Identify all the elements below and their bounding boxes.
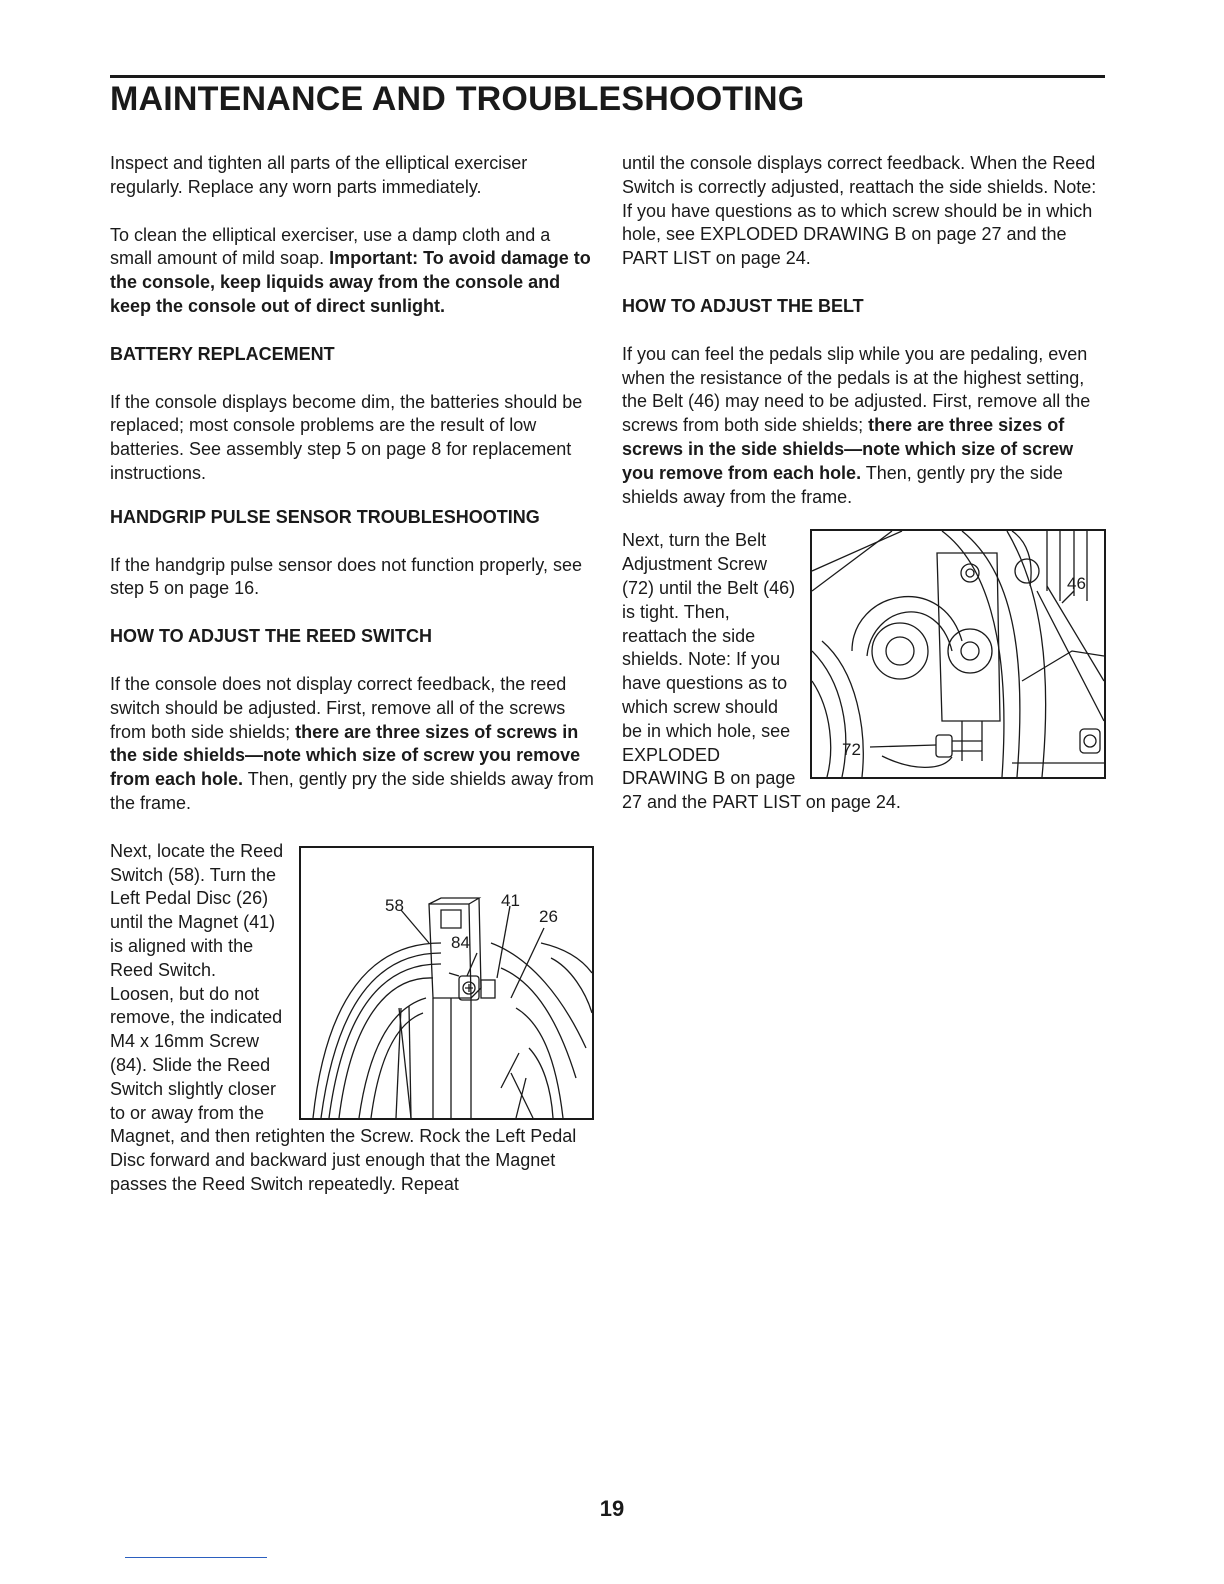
reed-switch-heading: HOW TO ADJUST THE REED SWITCH [110,626,433,647]
belt-text: If you can feel the pedals slip while you are pedaling, even when the resistance of the pedals is at the highest setting, the Belt (46) may need to be adjusted. First, remove all the screws from both side shields; [622,343,1091,436]
page-title: MAINTENANCE AND TROUBLESHOOTING [110,80,805,118]
belt-figure-label-72: 72 [842,740,861,760]
belt-figure-label-46: 46 [1067,574,1086,594]
belt-instructions: Next, turn the Belt Adjustment Screw (72) until the Belt (46) is tight. Then, reattach the side shields. Note: If you have questions as to which screw should be in which hole, see EXPLODED DRAWING B on page 27 and the PART LIST on page 24. [622,530,901,813]
belt-screw-warning: there are three sizes of screws in the side shields—note which size of screw you remove from each hole. [622,415,1074,483]
page-number: 19 [599,1496,625,1521]
bottom-rule [125,1557,267,1558]
reed-switch-screw-warning: there are three sizes of screws in the side shields—note which size of screw you remove from each hole. [110,721,581,790]
intro-paragraph-1: Inspect and tighten all parts of the elliptical exerciser regularly. Replace any worn parts immediately. [110,153,528,197]
left-column [110,152,594,1197]
reed-figure-label-41: 41 [501,890,520,910]
reed-switch-paragraph [110,673,594,816]
cleaning-warning: Important: To avoid damage to the console, keep liquids away from the console and keep the console out of direct sunlight. [110,248,591,316]
reed-switch-text-end: Then, gently pry the side shields away from the frame. [110,769,594,813]
title-rule [110,75,1105,78]
reed-figure-label-58: 58 [385,895,404,915]
reed-figure-label-84: 84 [451,932,470,952]
battery-paragraph: If the console displays become dim, the batteries should be replaced; most console problems are the result of low batteries. See assembly step 5 on page 8 for replacement instructions. [110,391,583,483]
belt-figure [810,529,1106,779]
belt-paragraph [622,343,1106,510]
reed-switch-text: If the console does not display correct feedback, the reed switch should be adjusted. First, remove all of the screws from both side shields; [110,673,567,742]
reed-switch-continued: until the console displays correct feedback. When the Reed Switch is correctly adjusted, reattach the side shields. Note: If you have questions as to which screw should be in which hole, see EXPLODED DRAWING B on page 27 and the PART LIST on page 24. [622,153,1097,269]
handgrip-paragraph: If the handgrip pulse sensor does not function properly, see step 5 on page 16. [110,554,582,599]
right-column [622,152,1106,815]
handgrip-heading: HANDGRIP PULSE SENSOR TROUBLESHOOTING [110,506,540,527]
intro-paragraph-2 [110,224,594,319]
reed-switch-figure [299,846,594,1120]
belt-heading: HOW TO ADJUST THE BELT [622,295,864,316]
cleaning-text: To clean the elliptical exerciser, use a damp cloth and a small amount of mild soap. [110,224,551,269]
belt-text-end: Then, gently pry the side shields away from the frame. [622,462,1063,507]
reed-figure-label-26: 26 [539,906,558,926]
battery-heading: BATTERY REPLACEMENT [110,343,335,364]
reed-switch-instructions: Next, locate the Reed Switch (58). Turn the Left Pedal Disc (26) until the Magnet (41) is aligned with the Reed Switch. Loosen, but do not remove, the indicated M4 x 16mm Screw (84). Slide the Reed Switch slightly closer to or away from the Magnet, and then retighten the Screw. Rock the Left Pedal Disc forward and backward just enough that the Magnet passes the Reed Switch repeatedly. Repeat [110,840,577,1194]
